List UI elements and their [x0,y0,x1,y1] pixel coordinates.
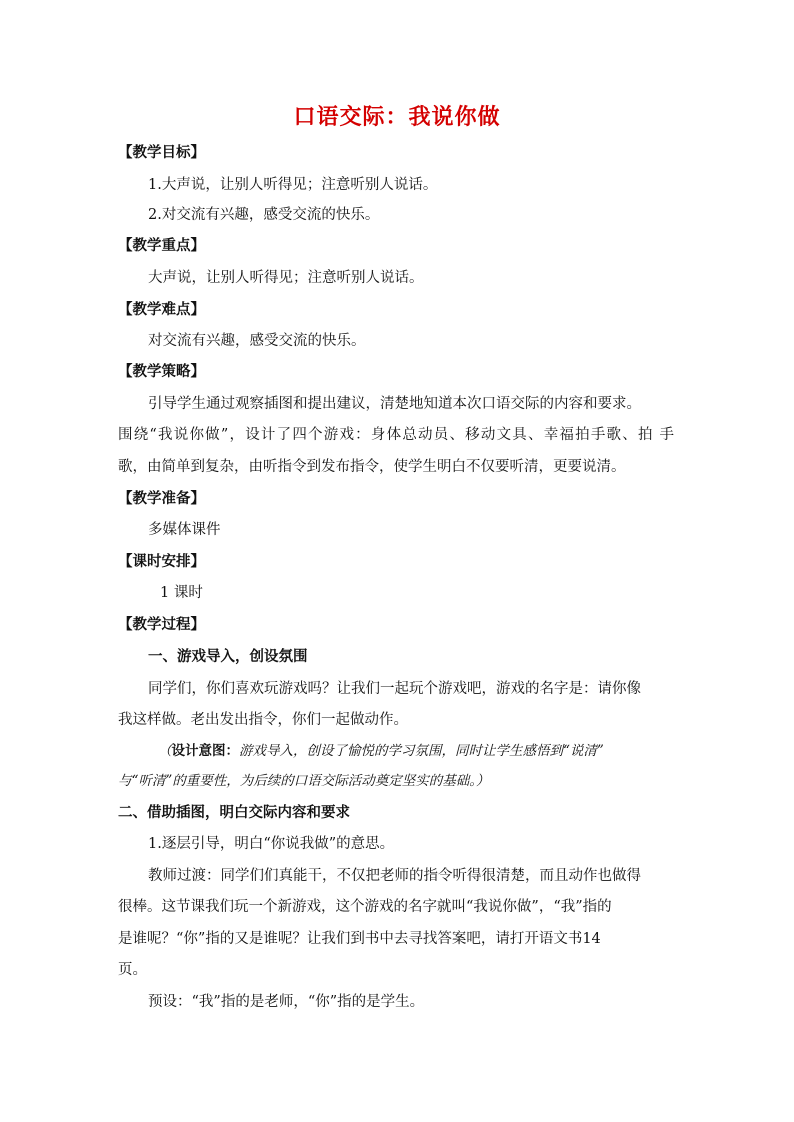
transition-line-4: 页。 [118,962,147,978]
transition-line-3: 是谁呢？“你”指的又是谁呢？让我们到书中去寻找答案吧，请打开语文书14 [118,931,601,947]
difficulty-heading: 【教学难点】 [118,302,205,318]
section-1-line-2: 我这样做。老出发出指令，你们一起做动作。 [118,712,408,728]
schedule-heading: 【课时安排】 [118,554,205,570]
design-intent-line-2: 与“听清”的重要性，为后续的口语交际活动奠定坚实的基础。） [118,773,490,789]
design-intent-label: 设计意图： [171,743,239,759]
prep-heading: 【教学准备】 [118,491,205,507]
section-2-item-1: 1.逐层引导，明白“你说我做”的意思。 [148,836,395,852]
section-2-heading: 二、借助插图，明白交际内容和要求 [118,805,350,821]
prep-text: 多媒体课件 [148,522,221,538]
focus-heading: 【教学重点】 [118,238,205,254]
transition-line-1: 教师过渡：同学们们真能干，不仅把老师的指令听得很清楚，而且动作也做得 [148,868,641,884]
section-1-heading: 一、游戏导入，创设氛围 [148,649,308,665]
document-title: 口语交际：我说你做 [293,105,501,130]
section-1-line-1: 同学们，你们喜欢玩游戏吗？让我们一起玩个游戏吧，游戏的名字是：请你像 [148,681,641,697]
difficulty-text: 对交流有兴趣，感受交流的快乐。 [148,333,366,349]
focus-text: 大声说，让别人听得见；注意听别人说话。 [148,270,424,286]
design-open-paren: （ [158,743,172,759]
goal-item-1: 1.大声说，让别人听得见；注意听别人说话。 [148,177,438,193]
strategy-heading: 【教学策略】 [118,364,205,380]
design-intent-text-1: 游戏导入，创设了愉悦的学习氛围，同时让学生感悟到“说清” [239,743,604,759]
strategy-line-2: 围绕“我说你做”，设计了四个游戏：身体总动员、移动文具、幸福拍手歌、拍 手 [118,427,674,443]
process-heading: 【教学过程】 [118,617,205,633]
transition-line-2: 很棒。这节课我们玩一个新游戏，这个游戏的名字就叫“我说你做”，“我”指的 [118,899,612,915]
goals-heading: 【教学目标】 [118,145,205,161]
design-intent-line-1 [158,741,604,761]
preset-text: 预设：“我”指的是老师，“你”指的是学生。 [148,994,425,1010]
strategy-line-3: 歌，由简单到复杂，由听指令到发布指令，使学生明白不仅要听清，更要说清。 [118,459,626,475]
schedule-text: 1 课时 [160,585,203,601]
strategy-line-1: 引导学生通过观察插图和提出建议，清楚地知道本次口语交际的内容和要求。 [148,396,641,412]
goal-item-2: 2.对交流有兴趣，感受交流的快乐。 [148,207,380,223]
